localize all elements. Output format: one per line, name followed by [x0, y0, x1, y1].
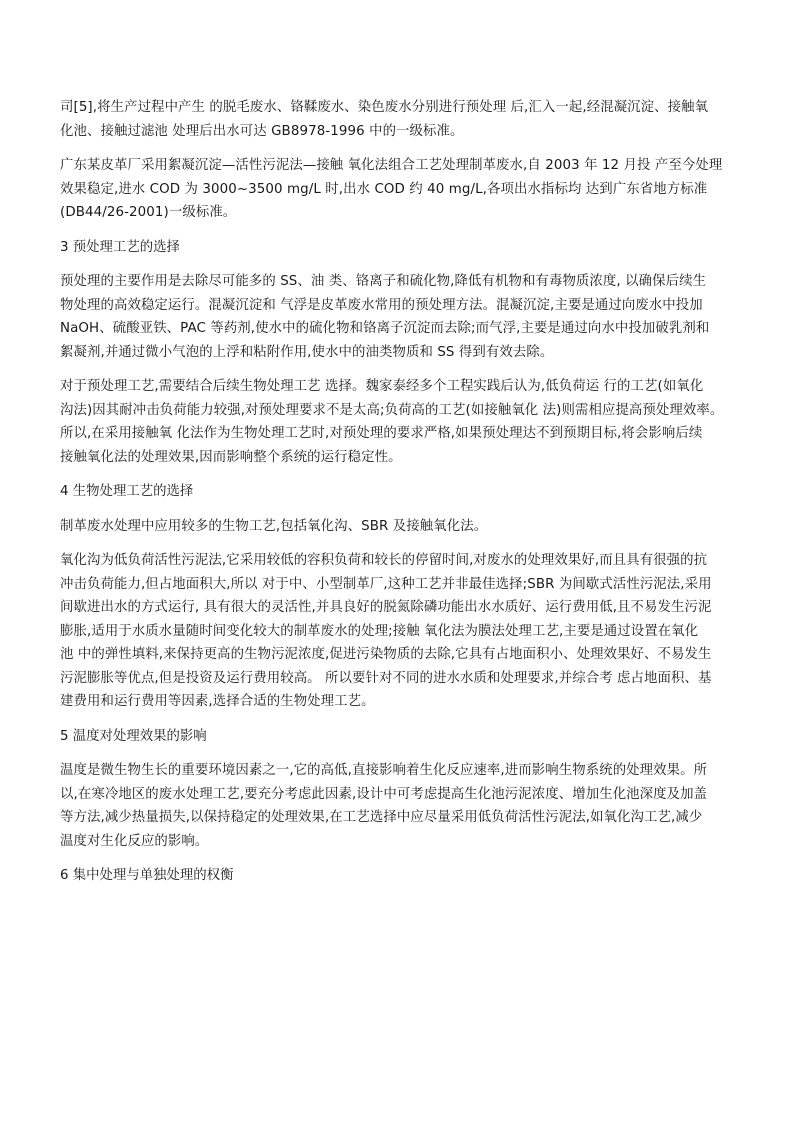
- paragraph: [60, 759, 740, 853]
- heading-text: 3 预处理工艺的选择: [60, 239, 180, 255]
- heading-text: 5 温度对处理效果的影响: [60, 728, 207, 744]
- text-line: 所以,在采用接触氧 化法作为生物处理工艺时,对预处理的要求严格,如果预处理达不到预期目标,将会影响后续: [60, 426, 703, 441]
- text-line: 建费用和运行费用等因素,选择合适的生物处理工艺。: [60, 694, 375, 709]
- heading-text: 4 生物处理工艺的选择: [60, 484, 194, 499]
- text-line: 效果稳定,进水 COD 为 3000~3500 mg/L 时,出水 COD 约 40 mg/L,各项出水指标均 达到广东省地方标准: [60, 181, 708, 197]
- text-line: 物处理的高效稳定运行。混凝沉淀和 气浮是皮革废水常用的预处理方法。混凝沉淀,主要是通过向废水中投加: [60, 297, 703, 313]
- text-line: 温度对生化反应的影响。: [60, 833, 209, 849]
- text-line: 间歇进出水的方式运行, 具有很大的灵活性,并具良好的脱氮除磷功能出水水质好、运行费用低,且不易发生污泥: [60, 600, 712, 615]
- section-heading: [60, 480, 740, 504]
- text-line: 温度是微生物生长的重要环境因素之一,它的高低,直接影响着生化反应速率,进而影响生物系统的处理效果。所: [60, 763, 708, 778]
- paragraph: [60, 375, 740, 469]
- paragraph: [60, 270, 740, 364]
- document-body: [60, 96, 740, 899]
- text-line: 化池、接触过滤池 处理后出水可达 GB8978-1996 中的一级标准。: [60, 123, 464, 139]
- text-line: 对于预处理工艺,需要结合后续生物处理工艺 选择。魏家泰经多个工程实践后认为,低负荷运 行的工艺(如氧化: [60, 379, 704, 394]
- text-line: 广东某皮革厂采用絮凝沉淀—活性污泥法—接触 氧化法组合工艺处理制革废水,自 2003 年 12 月投 产至今处理: [60, 158, 723, 173]
- section-heading: [60, 864, 740, 888]
- heading-text: 6 集中处理与单独处理的权衡: [60, 868, 234, 883]
- text-line: 预处理的主要作用是去除尽可能多的 SS、油 类、铬离子和硫化物,降低有机物和有毒物质浓度, 以确保后续生: [60, 274, 707, 289]
- text-line: 司[5],将生产过程中产生 的脱毛废水、铬鞣废水、染色废水分别进行预处理 后,汇入一起,经混凝沉淀、接触氧: [60, 100, 709, 115]
- text-line: 沟法)因其耐冲击负荷能力较强,对预处理要求不是太高;负荷高的工艺(如接触氧化 法)则需相应提高预处理效率。: [60, 402, 724, 418]
- text-line: 池 中的弹性填料,来保持更高的生物污泥浓度,促进污染物质的去除,它具有占地面积小、处理效果好、不易发生: [60, 647, 712, 662]
- paragraph: [60, 96, 740, 143]
- text-line: 制革废水处理中应用较多的生物工艺,包括氧化沟、SBR 及接触氧化法。: [60, 518, 488, 534]
- text-line: NaOH、硫酸亚铁、PAC 等药剂,使水中的硫化物和铬离子沉淀而去除;而气浮,主要是通过向水中投加破乳剂和: [60, 321, 710, 336]
- section-heading: [60, 725, 740, 749]
- text-line: 絮凝剂,并通过微小气泡的上浮和粘附作用,使水中的油类物质和 SS 得到有效去除。: [60, 344, 554, 360]
- text-line: (DB44/26-2001)一级标准。: [60, 205, 237, 220]
- paragraph: [60, 154, 740, 225]
- text-line: 冲击负荷能力,但占地面积大,所以 对于中、小型制革厂,这种工艺并非最佳选择;SBR 为间歇式活性污泥法,采用: [60, 576, 712, 592]
- paragraph: [60, 549, 740, 714]
- section-heading: [60, 236, 740, 260]
- text-line: 污泥膨胀等优点,但是投资及运行费用较高。 所以要针对不同的进水水质和处理要求,并综合考 虑占地面积、基: [60, 670, 712, 686]
- text-line: 以,在寒冷地区的废水处理工艺,要充分考虑此因素,设计中可考虑提高生化池污泥浓度、增加生化池深度及加盖: [60, 786, 708, 802]
- paragraph: [60, 515, 740, 539]
- text-line: 膨胀,适用于水质水量随时间变化较大的制革废水的处理;接触 氧化法为膜法处理工艺,主要是通过设置在氧化: [60, 623, 699, 639]
- text-line: 接触氧化法的处理效果,因而影响整个系统的运行稳定性。: [60, 449, 402, 465]
- text-line: 氧化沟为低负荷活性污泥法,它采用较低的容积负荷和较长的停留时间,对废水的处理效果好,而且具有很强的抗: [60, 553, 708, 568]
- text-line: 等方法,减少热量损失,以保持稳定的处理效果,在工艺选择中应尽量采用低负荷活性污泥法,如氧化沟工艺,减少: [60, 810, 703, 825]
